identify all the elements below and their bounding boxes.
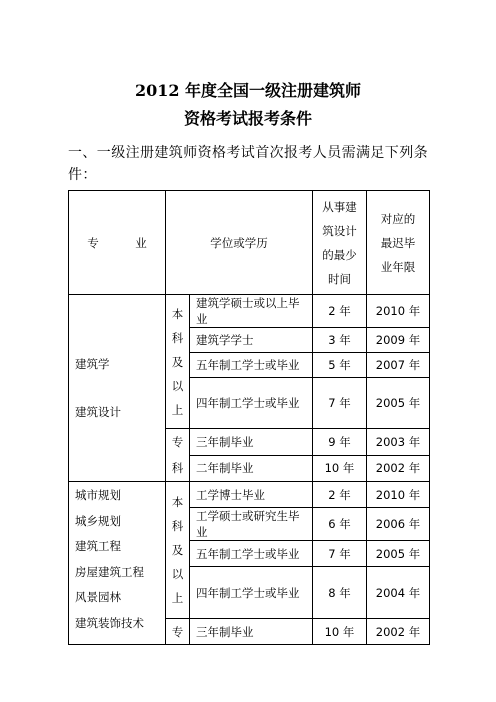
grad-year-cell: 2002 年	[367, 455, 430, 482]
grad-year-cell: 2010 年	[367, 295, 430, 328]
education-level-cell: 本 科 及 以 上	[166, 482, 190, 619]
major-cell: 建筑学 建筑设计	[69, 295, 166, 482]
document-title-line1: 2012 年度全国一级注册建筑师	[134, 81, 362, 100]
header-degree: 学位或学历	[166, 191, 313, 295]
degree-cell: 五年制工学士或毕业	[190, 541, 313, 567]
degree-cell: 工学硕士或研究生毕业	[190, 508, 313, 541]
grad-year-cell: 2002 年	[367, 619, 430, 645]
education-level-cell: 本 科 及 以 上	[166, 295, 190, 429]
years-cell: 7 年	[313, 378, 367, 429]
degree-cell: 五年制工学士或毕业	[190, 353, 313, 378]
major-cell: 城市规划 城乡规划 建筑工程 房屋建筑工程 风景园林 建筑装饰技术	[69, 482, 166, 645]
degree-cell: 四年制工学士或毕业	[190, 378, 313, 429]
years-cell: 10 年	[313, 619, 367, 645]
degree-cell: 三年制毕业	[190, 619, 313, 645]
education-level-cell: 专	[166, 619, 190, 645]
grad-year-cell: 2009 年	[367, 328, 430, 353]
education-level-cell: 专 科	[166, 429, 190, 482]
degree-cell: 工学博士毕业	[190, 482, 313, 508]
years-cell: 7 年	[313, 541, 367, 567]
header-grad-year: 对应的 最迟毕 业年限	[367, 191, 430, 295]
years-cell: 10 年	[313, 455, 367, 482]
years-cell: 2 年	[313, 482, 367, 508]
degree-cell: 三年制毕业	[190, 429, 313, 456]
header-min-years: 从事建 筑设计 的最少 时间	[313, 191, 367, 295]
degree-cell: 二年制毕业	[190, 455, 313, 482]
years-cell: 5 年	[313, 353, 367, 378]
table-header-row	[69, 191, 430, 295]
requirements-table	[68, 190, 430, 645]
years-cell: 8 年	[313, 567, 367, 619]
header-major: 专 业	[69, 191, 166, 295]
grad-year-cell: 2006 年	[367, 508, 430, 541]
years-cell: 9 年	[313, 429, 367, 456]
years-cell: 3 年	[313, 328, 367, 353]
degree-cell: 四年制工学士或毕业	[190, 567, 313, 619]
document-title-line2: 资格考试报考条件	[183, 109, 312, 128]
degree-cell: 建筑学硕士或以上毕业	[190, 295, 313, 328]
years-cell: 2 年	[313, 295, 367, 328]
grad-year-cell: 2005 年	[367, 541, 430, 567]
grad-year-cell: 2010 年	[367, 482, 430, 508]
degree-cell: 建筑学学士	[190, 328, 313, 353]
grad-year-cell: 2004 年	[367, 567, 430, 619]
years-cell: 6 年	[313, 508, 367, 541]
table-row	[69, 295, 430, 328]
table-row	[69, 482, 430, 508]
grad-year-cell: 2007 年	[367, 353, 430, 378]
intro-paragraph: 一、一级注册建筑师资格考试首次报考人员需满足下列条件：	[68, 145, 428, 183]
grad-year-cell: 2003 年	[367, 429, 430, 456]
grad-year-cell: 2005 年	[367, 378, 430, 429]
